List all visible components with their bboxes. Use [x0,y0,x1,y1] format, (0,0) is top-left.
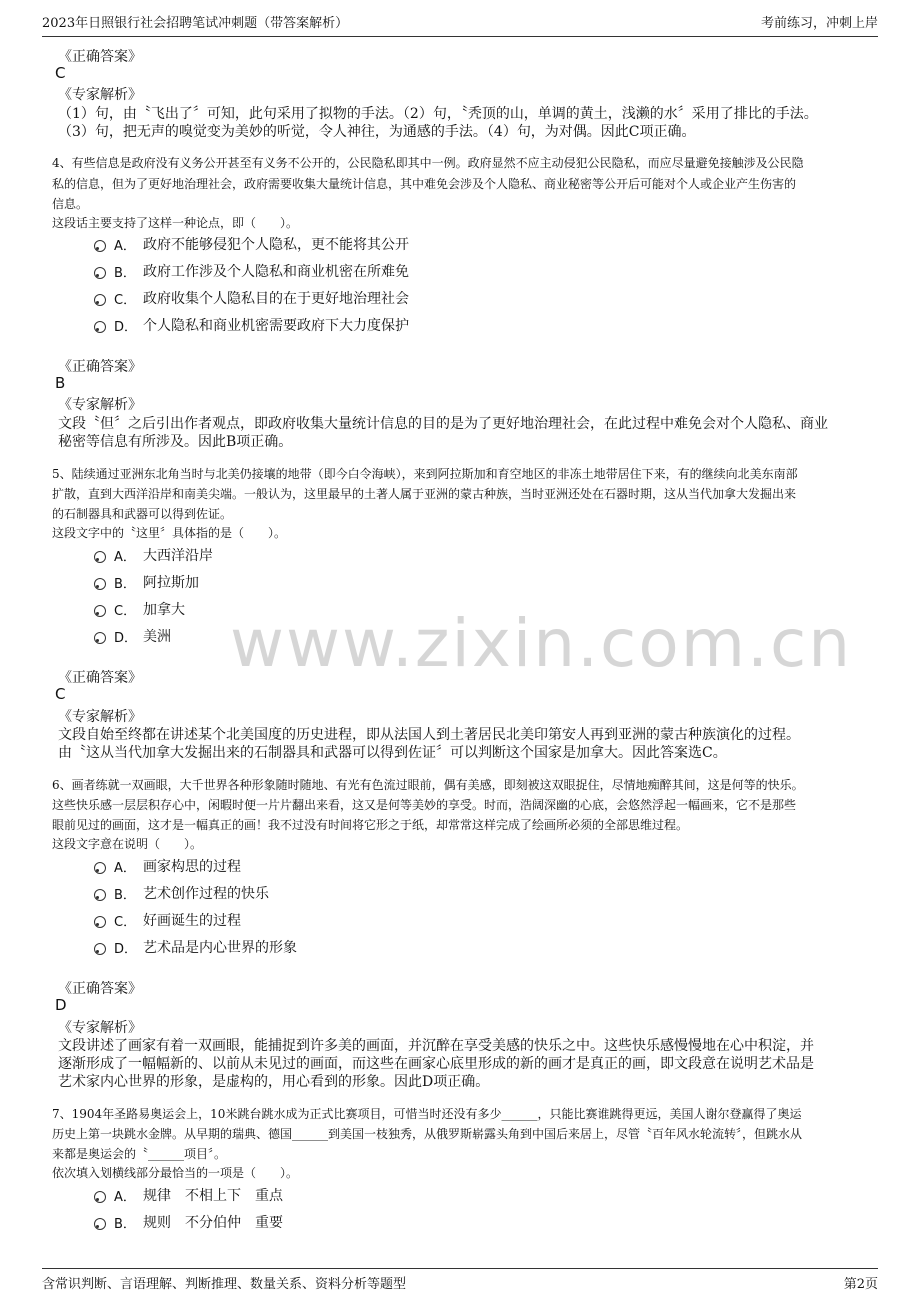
analysis-line: （1）句，由〝飞出了〞可知，此句采用了拟物的手法。（2）句，〝秃顶的山，单调的黄土，浅濑的水〞采用了排比的手法。 [58,106,818,122]
analysis-line: （3）句，把无声的嗅觉变为美妙的听觉，令人神往，为通感的手法。（4）句，为对偶。因此C项正确。 [58,124,696,140]
answer-label: 《正确答案》 [58,670,142,686]
question-prompt: 这段文字意在说明（ ）。 [52,837,203,851]
analysis-line: 艺术家内心世界的形象，是虚构的，用心看到的形象。因此D项正确。 [58,1074,490,1090]
radio-icon[interactable] [94,551,106,563]
answer-label: 《正确答案》 [58,49,142,65]
radio-icon[interactable] [94,267,106,279]
question-stem-line: 信息。 [52,197,89,211]
answer-value: D [55,996,67,1014]
radio-icon[interactable] [94,321,106,333]
question-stem-line: 来都是奥运会的〝______项目〞。 [52,1147,227,1161]
analysis-line: 逐渐形成了一幅幅新的、以前从未见过的画面，而这些在画家心底里形成的新的画才是真正的画，即文段意在说明艺术品是 [58,1056,814,1072]
question-prompt: 依次填入划横线部分最恰当的一项是（ ）。 [52,1166,299,1180]
analysis-line: 秘密等信息有所涉及。因此B项正确。 [58,434,293,450]
radio-icon[interactable] [94,1191,106,1203]
radio-icon[interactable] [94,943,106,955]
footer-categories: 含常识判断、言语理解、判断推理、数量关系、资料分析等题型 [42,1277,407,1292]
question-prompt: 这段文字中的〝这里〞具体指的是（ ）。 [52,526,287,540]
radio-icon[interactable] [94,632,106,644]
answer-label: 《正确答案》 [58,981,142,997]
document-title: 2023年日照银行社会招聘笔试冲刺题（带答案解析） [42,16,349,31]
question-prompt: 这段话主要支持了这样一种论点，即（ ）。 [52,216,299,230]
question-stem-line: 这些快乐感一层层积存心中，闲暇时便一片片翻出来看，这又是何等美妙的享受。时而，浩阔深幽的心底，会悠然浮起一幅画来，它不是那些 [52,798,797,812]
analysis-line: 文段自始至终都在讲述某个北美国度的历史进程，即从法国人到土著居民北美印第安人再到亚洲的蒙古种族演化的过程。 [58,727,800,743]
radio-icon[interactable] [94,1218,106,1230]
radio-icon[interactable] [94,294,106,306]
radio-icon[interactable] [94,605,106,617]
analysis-label: 《专家解析》 [58,709,142,725]
question-stem-line: 私的信息，但为了更好地治理社会，政府需要收集大量统计信息，其中难免会涉及个人隐私、商业秘密等公开后可能对个人或企业产生伤害的 [52,177,797,191]
page-number: 第2页 [843,1277,878,1292]
watermark: www.zixin.com.cn [230,605,853,682]
radio-icon[interactable] [94,240,106,252]
answer-value: C [55,685,66,703]
page-header [42,10,878,37]
question-stem-line: 扩散，直到大西洋沿岸和南美尖端。一般认为，这里最早的土著人属于亚洲的蒙古种族，当时亚洲还处在石器时期，这从当代加拿大发掘出来 [52,487,797,501]
answer-label: 《正确答案》 [58,359,142,375]
question-stem-line: 眼前见过的画面，这才是一幅真正的画！我不过没有时间将它形之于纸，却常常这样完成了绘画所必须的全部思维过程。 [52,818,689,832]
analysis-label: 《专家解析》 [58,1020,142,1036]
question-stem-line: 的石制器具和武器可以得到佐证。 [52,507,233,521]
answer-value: B [55,374,66,392]
analysis-label: 《专家解析》 [58,87,142,103]
radio-icon[interactable] [94,889,106,901]
header-slogan: 考前练习，冲刺上岸 [760,16,878,31]
radio-icon[interactable] [94,916,106,928]
analysis-line: 文段〝但〞之后引出作者观点，即政府收集大量统计信息的目的是为了更好地治理社会，在此过程中难免会对个人隐私、商业 [58,416,828,432]
question-stem-line: 4、有些信息是政府没有义务公开甚至有义务不公开的，公民隐私即其中一例。政府显然不应主动侵犯公民隐私，而应尽量避免接触涉及公民隐 [52,156,804,170]
analysis-line: 由〝这从当代加拿大发掘出来的石制器具和武器可以得到佐证〞可以判断这个国家是加拿大。因此答案选C。 [58,745,727,761]
analysis-label: 《专家解析》 [58,397,142,413]
radio-icon[interactable] [94,578,106,590]
question-stem-line: 6、画者练就一双画眼，大千世界各种形象随时随地、有光有色流过眼前，偶有美感，即刻被这双眼捉住，尽情地痴醉其间，这是何等的快乐。 [52,778,804,792]
question-stem-line: 历史上第一块跳水金牌。从早期的瑞典、德国______到美国一枝独秀，从俄罗斯崭露头角到中国后来居上，尽管〝百年风水轮流转〞，但跳水从 [52,1127,803,1141]
question-stem-line: 5、陆续通过亚洲东北角当时与北美仍接壤的地带（即今白令海峡），来到阿拉斯加和育空地区的非冻土地带居住下来，有的继续向北美东南部 [52,467,798,481]
radio-icon[interactable] [94,862,106,874]
page-footer [42,1268,878,1295]
analysis-line: 文段讲述了画家有着一双画眼，能捕捉到许多美的画面，并沉醉在享受美感的快乐之中。这些快乐感慢慢地在心中积淀，并 [58,1038,814,1054]
question-stem-line: 7、1904年圣路易奥运会上，10米跳台跳水成为正式比赛项目，可惜当时还没有多少______，只能比赛谁跳得更远，美国人谢尔登赢得了奥运 [52,1107,802,1121]
answer-value: C [55,64,66,82]
